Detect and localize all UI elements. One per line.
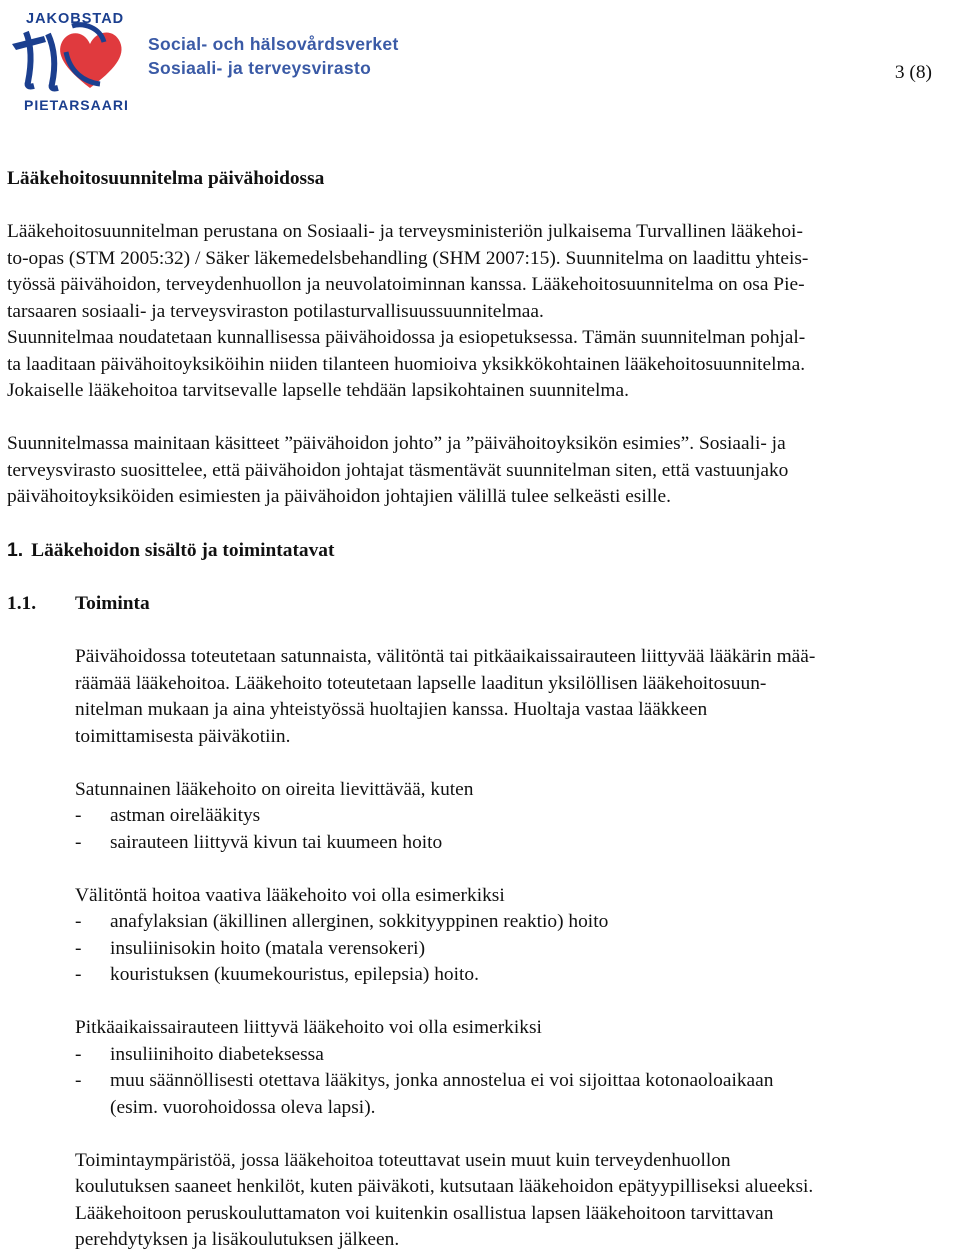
- text-line: perehdytyksen ja lisäkoulutuksen jälkeen.: [75, 1229, 400, 1250]
- page-number: 3 (8): [894, 62, 932, 83]
- text-line: Lääkehoitoon peruskouluttamaton voi kuitenkin osallistua lapsen lääkehoitoon tarvittavan: [75, 1202, 774, 1224]
- section-1-1-heading: [7, 591, 957, 618]
- occasional-medication-list: [75, 803, 957, 856]
- text-line: koulutuksen saaneet henkilöt, kuten päiväkoti, kutsutaan lääkehoidon epätyypilliseksi alueeksi.: [75, 1176, 814, 1197]
- list-item: - anafylaksian (äkillinen allerginen, sokkityyppinen reaktio) hoito: [75, 909, 957, 936]
- list-item: [75, 1068, 957, 1121]
- long-term-medication-list: [75, 1042, 957, 1122]
- document-title: Lääkehoitosuunnitelma päivähoidossa: [7, 168, 325, 189]
- text-line: työssä päivähoidon, terveydenhuollon ja neuvolatoiminnan kanssa. Lääkehoitosuunnitelma on osa Pie-: [7, 274, 805, 295]
- list-intro: Välitöntä hoitoa vaativa lääkehoito voi olla esimerkiksi: [75, 884, 505, 906]
- section-1-heading: [7, 537, 957, 565]
- list-dash: -: [75, 964, 82, 985]
- org-name-swedish: Social- och hälsovårdsverket: [148, 34, 399, 54]
- list-item-line: (esim. vuorohoidossa oleva lapsi).: [110, 1096, 376, 1118]
- section-title: Toiminta: [75, 593, 150, 614]
- section-title: Lääkehoidon sisältö ja toimintatavat: [31, 540, 335, 561]
- list-dash: -: [75, 1070, 82, 1091]
- text-line: to-opas (STM 2005:32) / Säker läkemedelsbehandling (SHM 2007:15). Suunnitelma on laadittu yhteis-: [7, 247, 809, 269]
- list-item: - sairauteen liittyvä kivun tai kuumeen hoito: [75, 830, 957, 857]
- activity-paragraph: [75, 644, 957, 750]
- intro-paragraph: [7, 219, 957, 405]
- text-line: terveysvirasto suosittelee, että päivähoidon johtajat täsmentävät suunnitelman siten, että vastuunjako: [7, 459, 789, 481]
- list-dash: -: [75, 1043, 82, 1065]
- text-line: Päivähoidossa toteutetaan satunnaista, välitöntä tai pitkäaikaissairauteen liittyvää lääkärin mää-: [75, 646, 816, 667]
- text-line: Jokaiselle lääkehoitoa tarvitsevalle lapselle tehdään lapsikohtainen suunnitelma.: [7, 380, 629, 401]
- text-line: nitelman mukaan ja aina yhteistyössä huoltajien kanssa. Huoltaja vastaa lääkkeen: [75, 699, 708, 720]
- section-number: 1.: [7, 539, 24, 561]
- list-dash: -: [75, 911, 82, 932]
- heart-logo-icon: [4, 22, 140, 94]
- text-line: Suunnitelmaa noudatetaan kunnallisessa päivähoidossa ja esiopetuksessa. Tämän suunnitelman pohjal-: [7, 327, 806, 348]
- list-dash: -: [75, 937, 82, 959]
- section-number: 1.1.: [7, 593, 37, 614]
- logo-city-top: JAKOBSTAD: [26, 11, 125, 27]
- org-name-finnish: Sosiaali- ja terveysvirasto: [148, 58, 372, 78]
- organization-logo: [4, 4, 144, 113]
- list-dash: -: [75, 805, 82, 826]
- list-item: - kouristuksen (kuumekouristus, epilepsia) hoito.: [75, 962, 957, 989]
- environment-paragraph: [75, 1148, 957, 1254]
- list-intro: Pitkäaikaissairauteen liittyvä lääkehoito voi olla esimerkiksi: [75, 1017, 542, 1038]
- list-intro: Satunnainen lääkehoito on oireita lievittävää, kuten: [75, 778, 474, 800]
- text-line: Suunnitelmassa mainitaan käsitteet ”päivähoidon johto” ja ”päivähoitoyksikön esimies”. Sosiaali- ja: [7, 433, 786, 454]
- logo-city-bottom: PIETARSAARI: [24, 97, 129, 113]
- document-body: [7, 166, 957, 1254]
- text-line: Toimintaympäristöä, jossa lääkehoitoa toteuttavat usein muut kuin terveydenhuollon: [75, 1149, 731, 1171]
- list-item-line: muu säännöllisesti otettava lääkitys, jonka annostelua ei voi sijoittaa kotonaoloaikaan: [110, 1070, 774, 1091]
- concepts-paragraph: [7, 431, 957, 511]
- text-line: räämää lääkehoitoa. Lääkehoito toteutetaan lapselle laaditun yksilöllisen lääkehoitosuun-: [75, 672, 767, 694]
- text-line: ta laaditaan päivähoitoyksiköihin niiden tilanteen huomioiva yksikkökohtainen lääkehoitosuunnitelma.: [7, 353, 806, 375]
- text-line: päivähoitoyksiköiden esimiesten ja päivähoidon johtajien välillä tulee selkeästi esille.: [7, 486, 671, 507]
- organization-name: [148, 32, 399, 80]
- text-line: tarsaaren sosiaali- ja terveysviraston potilasturvallisuussuunnitelmaa.: [7, 300, 544, 322]
- section-1-1-body: [75, 644, 957, 1254]
- page-header: [0, 0, 960, 112]
- text-line: Lääkehoitosuunnitelman perustana on Sosiaali- ja terveysministeriön julkaisema Turvallinen lääkehoi-: [7, 221, 803, 242]
- list-dash: -: [75, 831, 82, 853]
- list-item: - insuliinihoito diabeteksessa: [75, 1042, 957, 1069]
- list-item: - insuliinisokin hoito (matala verensokeri): [75, 936, 957, 963]
- list-item: - astman oirelääkitys: [75, 803, 957, 830]
- text-line: toimittamisesta päiväkotiin.: [75, 725, 291, 747]
- immediate-medication-list: [75, 909, 957, 989]
